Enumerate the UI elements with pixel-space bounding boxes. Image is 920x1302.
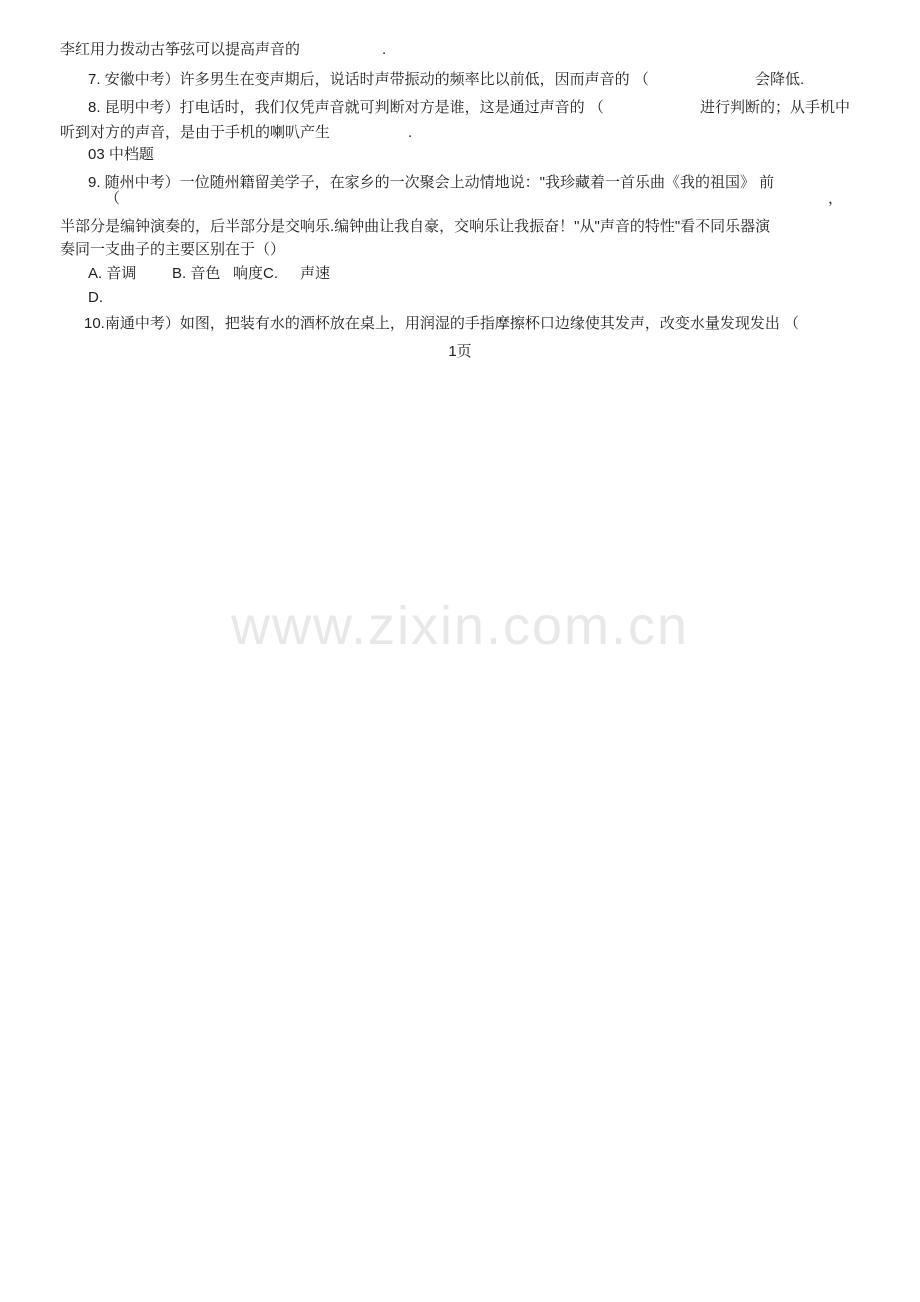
question-9-paren-line <box>0 189 920 211</box>
question-8-period: . <box>408 124 413 141</box>
question-10-text: 10.南通中考）如图，把装有水的酒杯放在桌上，用润湿的手指摩擦杯口边缘使其发声，改变水量发现发出 （ <box>84 315 800 332</box>
section-header: 03 中档题 <box>88 146 154 163</box>
question-9-open-paren: （ <box>105 190 121 207</box>
section-header-line <box>0 145 920 167</box>
option-d: D. <box>88 289 103 306</box>
question-9-text-2: 半部分是编钟演奏的，后半部分是交响乐.编钟曲让我自豪，交响乐让我振奋！"从"声音的特性"看不同乐器演 <box>60 218 771 235</box>
question-6-period: . <box>382 41 387 58</box>
option-a: A. 音调 <box>88 265 137 282</box>
watermark: www.zixin.com.cn <box>230 596 690 656</box>
question-8-continuation-line <box>0 123 920 145</box>
question-9-text-1: 9. 随州中考）一位随州籍留美学子，在家乡的一次聚会上动情地说："我珍藏着一首乐曲《我的祖国》 前 <box>88 174 775 191</box>
question-9-text-3: 奏同一支曲子的主要区别在于（） <box>60 241 286 258</box>
option-c: 响度C. <box>233 265 279 282</box>
question-6-text: 李红用力拨动古筝弦可以提高声音的 <box>60 41 301 58</box>
question-7-answer: 会降低. <box>755 71 805 88</box>
question-9-option-d-line <box>0 288 920 310</box>
question-9-comma: ， <box>828 190 844 207</box>
question-8-text: 8. 昆明中考）打电话时，我们仅凭声音就可判断对方是谁，这是通过声音的 （ <box>88 99 604 116</box>
option-b: B. 音色 <box>172 265 221 282</box>
question-7-text: 7. 安徽中考）许多男生在变声期后，说话时声带振动的频率比以前低，因而声音的 （ <box>88 71 649 88</box>
question-9-line-2 <box>0 217 920 239</box>
question-6-fill-line <box>0 40 920 62</box>
question-9-options-line <box>0 264 920 286</box>
question-8-continuation: 听到对方的声音，是由于手机的喇叭产生 <box>60 124 331 141</box>
question-8-line <box>0 98 920 120</box>
question-8-answer: 进行判断的；从手机中 <box>700 99 851 116</box>
question-9-line-3 <box>0 240 920 262</box>
option-c-value: 声速 <box>300 265 331 282</box>
question-10-line <box>0 314 920 336</box>
page-number: 1页 <box>448 343 472 360</box>
question-7-line <box>0 70 920 92</box>
